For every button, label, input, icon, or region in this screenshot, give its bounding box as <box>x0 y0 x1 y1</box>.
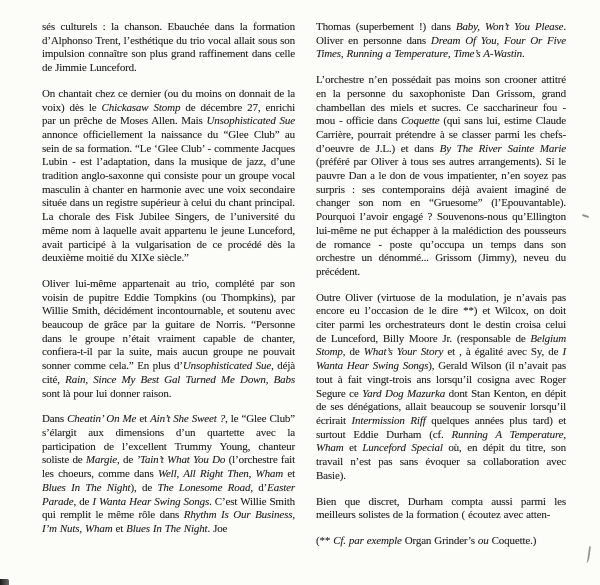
text-run: Oliver lui-même appartenait au trio, complété par son voisin de pupitre Eddie Tompkins (ou Thompkins), par Willie Smith, décidément incontournable, et soutenu avec beaucoup de grâce par la guitare de Norris. “Personne dans le groupe n’était vraiment capable de chanter, confiera-t-il par la suite, mais aucun groupe ne pouvait sonner comme cela.” En plus d’ <box>42 277 295 373</box>
text-run: . Oliver en personne dans <box>316 21 566 47</box>
text-run: , de <box>73 495 93 508</box>
song-title-italic: Running A Temperature, Wham <box>316 428 566 455</box>
text-run: ), Gerald Wilson (il n’avait pas tout à fait vingt-trois ans lorsqu’il cosigna avec Roger Segure ce <box>316 360 567 400</box>
text-run: sés culturels : la chanson. Ebauchée dans la formation d’Alphonso Trent, l’esthétique du trio vocal allait sous son impulsion connaître son plus grand raffinement dans celle de Jimmie Lunceford. <box>42 21 295 75</box>
text-run: Coquette.) <box>488 534 537 547</box>
text-run: , déjà cité, <box>42 360 295 386</box>
text-run: Dans <box>42 413 68 426</box>
paragraph <box>42 413 295 536</box>
song-title-italic: I Wanta Hear Swing Songs <box>316 346 567 373</box>
text-run: , de <box>116 454 137 467</box>
text-run: L’orchestre n’en possédait pas moins son crooner attitré en la personne du saxophoniste Dan Grissom, grand chambellan des miels et sucres. Ce saccharineur fou - mou - officie dans <box>316 74 566 128</box>
song-title-italic: Well, All Right Then, Wham <box>157 468 284 481</box>
text-run: . <box>522 48 525 61</box>
text-run: (préféré par Oliver à tous ses autres arrangements). Si le pauvre Dan a le don de vous impatienter, n’en soyez pas surpris : ses contemporains déjà avaient imaginé de changer son nom en “Gruesome” (l’Epouvantable). Pourquoi l’avoir engagé ? Souvenons-nous qu’Ellington lui-même ne put échapper à la malédiction des pousseurs de romance - poste qu’occupa un temps dans son orchestre un dénommé... Grissom (Jimmy), neveu du précédent. <box>316 156 566 278</box>
paragraph <box>42 21 295 76</box>
text-run: . C’est Willie Smith qui remplit le même rôle dans <box>42 495 296 522</box>
song-title-italic: ’Tain’t What You Do <box>136 454 226 467</box>
paragraph <box>42 278 295 401</box>
footnote <box>316 535 566 549</box>
text-run: sont là pour lui donner raison. <box>42 387 172 400</box>
song-title-italic: Rain, Since My Best Gal Turned Me Down, Babs <box>65 373 295 386</box>
text-run: Bien que discret, Durham compta aussi parmi les meilleurs solistes de la formation ( écoutez avec atten- <box>316 495 566 522</box>
song-title-italic: Cf. par exemple <box>333 534 402 547</box>
song-title-italic: What’s Your Story <box>363 346 444 359</box>
text-run: dont Stan Kenton, en dépit de ses dénégations, allait beaucoup se souvenir lorsqu’il écrirait <box>316 387 566 427</box>
text-run: . Joe <box>207 522 228 535</box>
song-title-italic: Baby, Won’t You Please <box>455 21 564 33</box>
text-run: , d’ <box>250 481 268 494</box>
song-title-italic: I Wanta Hear Swing Songs <box>92 495 210 508</box>
text-run: (** <box>316 534 334 547</box>
text-column-right <box>316 21 566 561</box>
text-run: , le “Glee Club” s’élargit aux dimensions d’un quartette avec la participation de l’excellent Trummy Young, chanteur soliste de <box>42 413 296 467</box>
text-run: et <box>136 413 151 426</box>
song-title-italic: Intermission Riff <box>351 414 426 427</box>
text-run: et <box>283 468 296 481</box>
paragraph <box>42 88 295 266</box>
scan-edge-tick <box>582 214 589 218</box>
text-run: ), de <box>130 481 158 494</box>
song-title-italic: Blues In The Night <box>42 481 131 494</box>
text-run: , de <box>342 346 364 359</box>
song-title-italic: Dream Of You, Four Or Five Times, Running a Temperature, Time’s A-Wastin <box>316 34 566 61</box>
paragraph <box>316 21 566 62</box>
paragraph <box>316 74 566 280</box>
scan-corner-mark <box>0 579 9 585</box>
song-title-italic: ou <box>477 534 489 547</box>
song-title-italic: Rhythm Is Our Business, I’m Nuts, Wham <box>42 509 295 535</box>
song-title-italic: Unsophisticated Sue <box>182 360 272 373</box>
text-run: et <box>112 522 127 535</box>
scan-edge-squiggle <box>584 546 591 563</box>
paragraph <box>316 292 566 484</box>
text-run: et , à égalité avec Sy, de <box>443 346 563 359</box>
text-run: de décembre 27, enrichi par un prêche de Moses Allen. Mais <box>42 101 295 128</box>
song-title-italic: Blues In The Night <box>126 522 208 535</box>
song-title-italic: Unsophisticated Sue <box>206 115 295 128</box>
text-run: Organ Grinder’s <box>401 534 478 547</box>
paragraph <box>316 496 566 523</box>
text-run: On chantait chez ce dernier (ou du moins on donnait de la voix) dès le <box>42 87 295 114</box>
two-column-text-block <box>42 21 567 561</box>
song-title-italic: Lunceford Special <box>362 442 443 455</box>
song-title-italic: Yard Dog Mazurka <box>362 387 446 400</box>
text-run: Thomas (superbement !) dans <box>316 21 456 33</box>
text-column-left <box>42 21 295 561</box>
text-run: annonce officiellement la naissance du “Glee Club” au sein de sa formation. “Le ‘Glee Club’ - commente Jacques Lubin - est l’adaptation, dans la musique de jazz, d’une tradition anglo-saxonne qui consiste pour un groupe vocal masculin à chanter en harmonie avec une voix secondaire située dans un registre supérieur à celui du chant principal. La chorale des Fisk Jubilee Singers, de l’université du même nom à laquelle avait appartenu le jeune Lunceford, avait participé à la vulgarisation de ce procédé dès la deuxième moitié du XIXe siècle.” <box>42 128 295 265</box>
song-title-italic: Margie <box>85 454 117 467</box>
text-run: où, en dépit du titre, son travail n’est pas sans évoquer sa collaboration avec Basie). <box>316 442 566 482</box>
song-title-italic: Easter Parade <box>42 481 295 508</box>
song-title-italic: By The River Sainte Marie <box>439 142 566 155</box>
song-title-italic: Chickasaw Stomp <box>101 101 181 114</box>
text-run: et <box>343 442 363 455</box>
text-run: (l’orchestre fait les choeurs, comme dans <box>42 454 295 481</box>
song-title-italic: Cheatin’ On Me <box>67 413 137 426</box>
text-run: quelques années plus tard) et surtout Eddie Durham (cf. <box>316 414 566 441</box>
song-title-italic: Ain’t She Sweet ? <box>150 413 226 426</box>
song-title-italic: Coquette <box>400 115 440 128</box>
text-run: (qui sans lui, estime Claude Carrière, pourrait prétendre à se classer parmi les chefs-d’oeuvre de J.L.) et dans <box>316 115 566 155</box>
song-title-italic: Belgium Stomp <box>316 332 566 359</box>
text-run: Outre Oliver (virtuose de la modulation, je n’avais pas encore eu l’occasion de le dire **) et Wilcox, on doit citer parmi les orchestrateurs dont le destin croisa celui de Lunceford, Billy Moore Jr. (responsable de <box>316 291 566 345</box>
song-title-italic: The Lonesome Road <box>157 481 251 494</box>
